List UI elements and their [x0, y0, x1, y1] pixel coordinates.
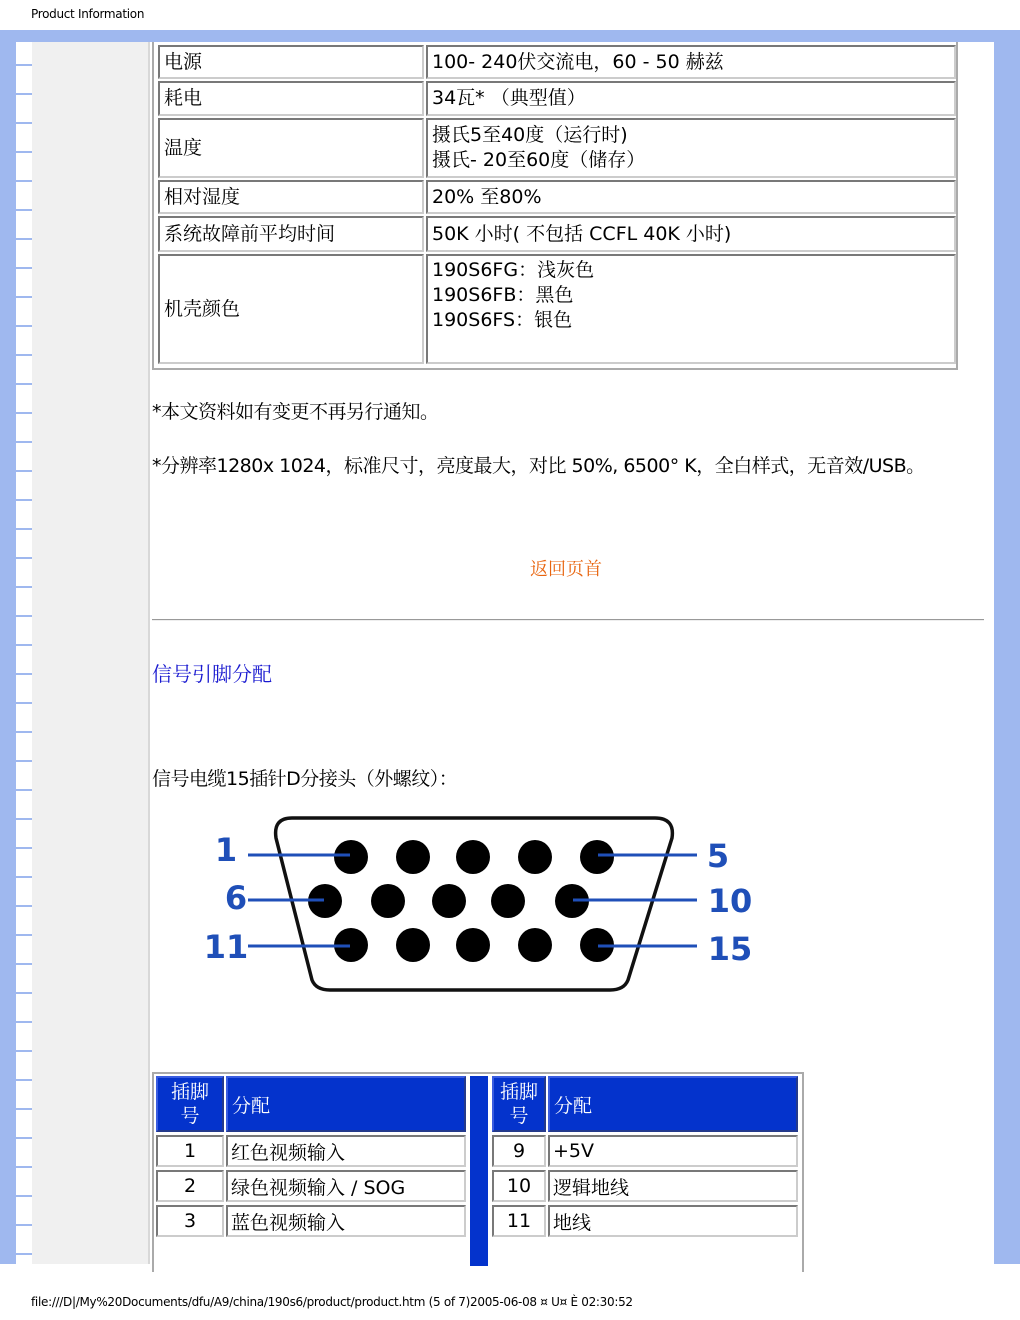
label-pin-11: 11	[203, 928, 249, 966]
left-header-pin: 插脚 号	[156, 1076, 224, 1132]
pin-2	[396, 840, 430, 874]
note-test-conditions: *分辨率1280x 1024，标准尺寸，亮度最大，对比 50%, 6500° K，全白样式，无音效/USB。	[152, 455, 925, 477]
strip-tick	[16, 760, 32, 762]
spec-value-power: 100- 240伏交流电，60 - 50 赫兹	[426, 45, 956, 79]
strip-tick	[16, 470, 32, 472]
strip-tick	[16, 151, 32, 153]
pin-table-divider	[470, 1076, 488, 1266]
spec-value-temperature: 摄氏5至40度（运行时) 摄氏- 20至60度（储存）	[426, 118, 956, 178]
connector-label: 信号电缆15插针D分接头（外螺纹）：	[152, 768, 458, 790]
right-pin-cell: 11	[492, 1205, 546, 1237]
right-assign-cell: 逻辑地线	[548, 1170, 798, 1202]
strip-tick	[16, 499, 32, 501]
strip-tick	[16, 905, 32, 907]
browser-footer: file:///D|/My%20Documents/dfu/A9/china/190s6/product/product.htm (5 of 7)2005-06-08 ¤ U¤ È 02:30:52	[31, 1295, 633, 1309]
spec-value-cabinet-color: 190S6FG：浅灰色 190S6FB：黑色 190S6FS：银色	[426, 254, 956, 364]
spec-label-power: 电源	[158, 45, 424, 79]
strip-tick	[16, 1050, 32, 1052]
strip-tick	[16, 847, 32, 849]
strip-tick	[16, 64, 32, 66]
strip-tick	[16, 441, 32, 443]
strip-tick	[16, 586, 32, 588]
sidebar	[32, 42, 148, 1264]
strip-tick	[16, 296, 32, 298]
strip-tick	[16, 1166, 32, 1168]
strip-tick	[16, 557, 32, 559]
spec-label-mtbf: 系统故障前平均时间	[158, 216, 424, 252]
pin-7	[371, 884, 405, 918]
strip-tick	[16, 1224, 32, 1226]
strip-tick	[16, 325, 32, 327]
spec-value-consumption: 34瓦* （典型值）	[426, 81, 956, 116]
strip-tick	[16, 1108, 32, 1110]
right-header-assignment: 分配	[548, 1076, 798, 1132]
strip-tick	[16, 383, 32, 385]
pin-3	[456, 840, 490, 874]
pin-8	[432, 884, 466, 918]
strip-tick	[16, 615, 32, 617]
strip-tick	[16, 673, 32, 675]
strip-tick	[16, 412, 32, 414]
pin-5	[580, 840, 614, 874]
right-assign-cell: +5V	[548, 1135, 798, 1167]
pin-1	[334, 840, 368, 874]
strip-tick	[16, 1021, 32, 1023]
left-assign-cell: 绿色视频输入 / SOG	[226, 1170, 466, 1202]
strip-tick	[16, 963, 32, 965]
strip-tick	[16, 528, 32, 530]
strip-tick	[16, 122, 32, 124]
strip-tick	[16, 876, 32, 878]
right-strip	[988, 42, 994, 1264]
section-title-pin-assignment: 信号引脚分配	[152, 662, 272, 686]
strip-tick	[16, 209, 32, 211]
left-pin-cell: 2	[156, 1170, 224, 1202]
label-pin-6: 6	[224, 879, 248, 917]
left-header-assignment: 分配	[226, 1076, 466, 1132]
strip-tick	[16, 934, 32, 936]
strip-tick	[16, 1253, 32, 1255]
strip-tick	[16, 1079, 32, 1081]
left-pin-cell: 3	[156, 1205, 224, 1237]
strip-tick	[16, 1137, 32, 1139]
strip-tick	[16, 702, 32, 704]
spec-label-temperature: 温度	[158, 118, 424, 178]
strip-tick	[16, 238, 32, 240]
strip-tick	[16, 354, 32, 356]
horizontal-rule	[152, 619, 984, 621]
right-pin-cell: 9	[492, 1135, 546, 1167]
strip-tick	[16, 731, 32, 733]
pin-12	[396, 928, 430, 962]
strip-tick	[16, 644, 32, 646]
spec-label-cabinet-color: 机壳颜色	[158, 254, 424, 364]
strip-tick	[16, 818, 32, 820]
left-assign-cell: 红色视频输入	[226, 1135, 466, 1167]
strip-tick	[16, 789, 32, 791]
label-pin-5: 5	[706, 837, 730, 875]
label-pin-10: 10	[707, 882, 753, 920]
strip-tick	[16, 180, 32, 182]
left-assign-cell: 蓝色视频输入	[226, 1205, 466, 1237]
spec-value-mtbf: 50K 小时( 不包括 CCFL 40K 小时)	[426, 216, 956, 252]
dsub-connector-diagram	[200, 810, 760, 1000]
strip-tick	[16, 1195, 32, 1197]
note-change-notice: *本文资料如有变更不再另行通知。	[152, 401, 439, 423]
back-to-top-link[interactable]: 返回页首	[530, 559, 602, 580]
strip-tick	[16, 992, 32, 994]
spec-table	[152, 42, 958, 370]
spec-label-consumption: 耗电	[158, 81, 424, 116]
pin-9	[491, 884, 525, 918]
right-assign-cell: 地线	[548, 1205, 798, 1237]
spec-value-humidity: 20% 至80%	[426, 180, 956, 214]
label-pin-1: 1	[214, 831, 238, 869]
browser-title: Product Information	[31, 7, 145, 21]
strip-tick	[16, 93, 32, 95]
right-pin-cell: 10	[492, 1170, 546, 1202]
left-pin-cell: 1	[156, 1135, 224, 1167]
right-header-pin: 插脚 号	[492, 1076, 546, 1132]
spec-label-humidity: 相对湿度	[158, 180, 424, 214]
pin-14	[518, 928, 552, 962]
label-pin-15: 15	[707, 930, 753, 968]
pin-4	[518, 840, 552, 874]
strip-tick	[16, 267, 32, 269]
pin-13	[456, 928, 490, 962]
